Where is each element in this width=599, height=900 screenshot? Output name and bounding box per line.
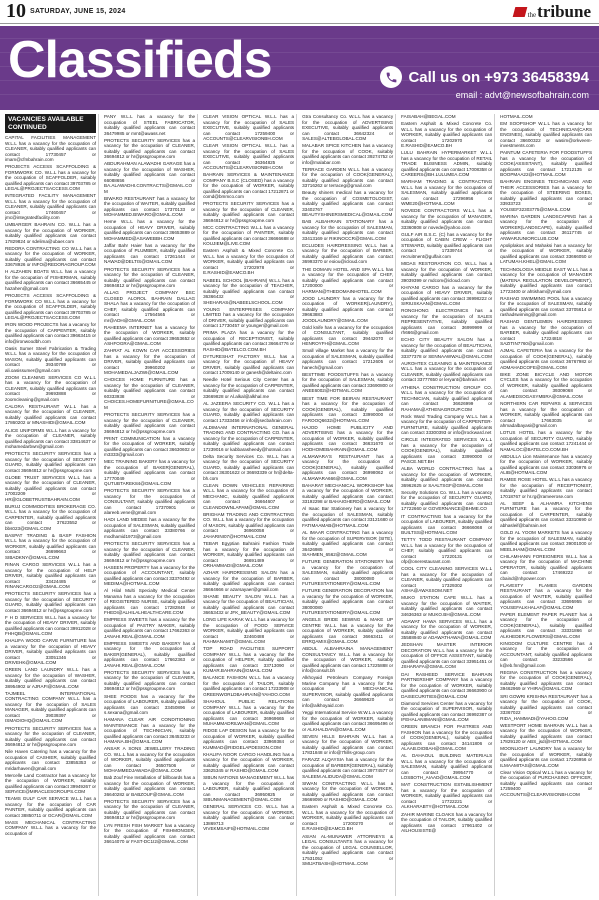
classified-ad: HASEEN PROPERTY has a vacancy for the occupation of ACCOUNTANT, suitably qualified applicants can contact 33370492 or MEDIMA@HOTMAIL.COM bbox=[104, 564, 196, 587]
classified-ad: GREEN LAND LAUNDRY W.L.L has a vacancy for the occupation of WASHER, suitably qualified applicants can contact 38954902 or AJRAFI@GMAIL.COM bbox=[5, 667, 97, 689]
classified-ad: DYTURESHAT FACTORY W.L.L has a vacancy for the occupation of HEAVY DRIVER, suitably qualified applicants can contact 17009140 or ganesh@deltainc.com bbox=[203, 353, 295, 376]
issue-date: SATURDAY, JUNE 15, 2024 bbox=[30, 8, 126, 15]
classified-ad: EMPRESS SWEETS AND BAKERY has a vacancy for the occupation of BAKER(GENERAL), suitably qualified applicants can contact 17662363 or JANAHI.REAL@GMAIL.COM bbox=[104, 640, 196, 668]
classified-ad: KHIYANI CARGO has a vacancy for the occupation of HEAVY DRIVER, suitably qualified applicants can contact 36998222 or SIRIUSKAAN@GMAIL.COM bbox=[401, 284, 493, 307]
classified-ad: Gtra Consultancy Co. W.L.L has a vacancy for the occupation of ADVERTISING EXECUTIVE, suitably qualified applicants can contact 36642324 or SALES@ALTEBGLOBAL.COM bbox=[302, 114, 394, 141]
column-3 bbox=[203, 114, 297, 896]
classified-ad: BAHRAIN SERVICES & MAINTENANCE COMPANY B.S.C (CLOSED) has a vacancy for the occupation of WORKER, suitably qualified applicants can contact 17212871 or comd@bmmco.com bbox=[203, 172, 295, 200]
classified-ad: GREEN BRANCH FOR PASTRIES AND FASHION has a vacancy for the occupation of COOK(GENERAL), suitably qualified applicants can contact 34141806 or ALAAB.DIOBAH@GMAIL.COM bbox=[401, 724, 493, 752]
classified-ad: CHOICES HOME FURNITURE has a vacancy for the occupation of CLEANER, suitably qualified applicants can contact 60333938 or CHOICES.HOMEFURNITURE@GMAIL.COM bbox=[104, 377, 196, 410]
classified-ad: SRI GOWRI KRISHNA RESTAURANT has a vacancy for the occupation of COOK, suitably qualified applicants can contact 33367022 or RIDA_HAMMADI@YAHOO.COM bbox=[500, 693, 593, 721]
classified-ad: ALDIMAAM INTERNATIONAL GENERAL TRADING AND CONTRACTING CO. has a vacancy for the occupation of CARPENTER, suitably qualified applicants can contact 17239016 or kabbarasheedy@hotmail.com bbox=[203, 424, 295, 452]
classified-ad: PAINTUM CAFETERIA FOR FOODSTUFFS has a vacancy for the occupation of COOK(ASSISTANT), suitably qualified applicants can contact 17212135 or BOOPMAA22@HOTMAIL.COM bbox=[500, 150, 593, 178]
classified-ad: SIWAN CONTRACTING W.L.L has a vacancy for the occupation of WORKER, suitably qualified applicants can contact 36669090 or RASHID@GMAIL.COM bbox=[302, 780, 394, 803]
classified-ad: FUTURE GENERATION STATIONERY has a vacancy for the occupation of SALESMAN, suitably qualified applicants can contact 38000080 or FUTURESTATIONERY@GMAIL.COM bbox=[302, 559, 394, 587]
classified-ad: MARINA GARDEN LANDSCAPING has a vacancy for the occupation of WORKER(LANDSCAPE), suitably qualified applicants can contact 36117745 or ANWARJUNIORCLUB.COM bbox=[500, 213, 593, 241]
classified-ad: REDORA CONTRACTING CO W.L.L has a vacancy for the occupation of WORKER, suitably qualified applicants can contact 33678926 or INFO@REDORAGROUP.COM bbox=[5, 245, 97, 268]
classified-ad: AL IMAAR CONTRACTING has a vacancy for the occupation of SUPERVISOR (SITE), suitably qualified applicants can contact 36426985 or SIAHMEN_6562@GMAIL.COM bbox=[302, 530, 394, 557]
classified-ad: GLOBE TRUST SERVICES W.L.L has a vacancy for the occupation of CLEANER, suitably qualified applicants can contact 17002209 or HR@GLOBETRUSTBAHRAIN.COM bbox=[5, 474, 97, 502]
classified-ad: BRIGHAM TRADING AND CONTRACTING CO. W.L.L has a vacancy for the occupation of MASON, suitably qualified applicants can contact 36960058 or JAHARINI07@HOTMAIL.COM bbox=[203, 511, 295, 539]
classified-ad: BESTTIME FOODSTUFFS has a vacancy for the occupation of SALESMAN, suitably qualified applicants can contact 33690800 or ANEE6002@HOTMAIL.COM bbox=[302, 371, 394, 394]
classified-ad: GENERAL SERVICES CO. W.L.L has a vacancy for the occupation of WORKER, suitably qualified applicants can contact 13869713 or VIVEKMSAIFI@HOTMAIL.COM bbox=[203, 804, 295, 832]
classified-ad: ANSAR A SONS JEWELLERY TRADING CO. W.L.L has a vacancy for the occupation of WORKER, suitably qualified applicants can contact 36507506 or MOHAMMEDJAWADA@GMAIL.COM bbox=[104, 746, 196, 774]
classified-ad: ALMAWARA'S RESTAURANT has a vacancy for the occupation of COOK(GENERAL), suitably qualified applicants can contact 36998062 or ALMAWARA666@GMAIL.COM bbox=[302, 453, 394, 481]
classified-ad: RONGHONG ELECTRONICS has a vacancy for the occupation of SALES REPRESENTATIVE, suitably qualified applicants can contact 36999999 or rh666@gmail.com bbox=[401, 308, 493, 336]
page-number: 10 bbox=[6, 0, 26, 22]
classified-ad: NOVEDE CONTRACTORS W.L.L has a vacancy for the occupation of MANAGER, suitably qualified applicants can contact 33360808 or novede@yahoo.com bbox=[401, 208, 493, 230]
classified-ad: CAPITAL FACILITIES MANAGEMENT W.L.L has a vacancy for the occupation of CLEANER, suitably qualified applicants can contact 17730457 or imam@cfmbahrain.com bbox=[5, 135, 97, 162]
classified-ad: Diamond Services Center has a vacancy for the occupation of SUPERVISOR, suitably qualified applicants can contact 36992387 or IFEHALANIIMANI@GMAIL.COM bbox=[401, 700, 493, 723]
classified-ad: HADI LAND MEDEE has a vacancy for the occupation of SALESMAN, suitably qualified applicants can contact 33380766 or modhamid1973@gmail.com bbox=[104, 517, 196, 539]
classified-ad: PROTECTS SECURITY SERVICES has a vacancy for the occupation of CLEANER, suitably qualified applicants can contact 36694812 or hr@pssgroupme.com bbox=[104, 669, 196, 692]
classified-ad: BAHARAT MECHANICAL WORKSHOP has a vacancy for the occupation of WORKER, suitably qualified applicants can contact 33192298 or BAHAIGHERD@GMAIL.COM bbox=[302, 482, 394, 505]
classified-ad: Security Solutions Co. W.L.L has a vacancy for the occupation of SECURITY GUARD, suitably qualified applicants can contact 17722660 or GOVERNANCE@BHME.CO bbox=[401, 489, 493, 512]
classified-ad: ECLUDES HAIRDRESSING W.L.L has a vacancy for the occupation of BARBER, suitably qualified applicants can contact 36993370 or eoiou@icloud.com bbox=[302, 242, 394, 265]
classified-ad: NORTHERN CAR REPAIRS & SERVICES has a vacancy for the occupation of WORKER, suitably qualified applicants can contact 17663035 or ahmadalbayasi@gmail.com bbox=[500, 401, 593, 429]
column-5 bbox=[401, 114, 495, 896]
classified-ad: F H D SERVICES W.L.L has a vacancy for the occupation of HEAVY DRIVER, suitably qualified applicants can contact 39912028 or FHHQB@GMAIL.COM bbox=[5, 614, 97, 637]
classified-ad: SIBUN NATIONS MANAGEMENT W.L.L has a vacancy for the occupation of LABOURER, suitably qualified applicants can contact 36950825 or SIBUNMANAGEMENT@GMAIL.COM bbox=[203, 775, 295, 803]
advert-email: email : advt@newsofbahrain.com bbox=[455, 90, 589, 100]
classified-ad: FARAZZ ALQAYSIA has a vacancy for the occupation of BARBER(GENERAL), suitably qualified applicants can contact 39774577 or SALEEM.ALIDUDA@GMAIL.COM bbox=[302, 757, 394, 779]
classified-ad: RIDGE LAP DESIGN has a vacancy for the occupation of WORKER, suitably qualified applicants can contact 33969384 or KUMMAD@RIDGELAPDESIGN.COM bbox=[203, 728, 295, 750]
classified-ad: ECHO CITY BEAUTY SALON has a vacancy for the occupation of BEAUTICIAN, suitably qualified applicants can contact 33377378 or SENNAAWWAL@GMAIL.COM bbox=[401, 337, 493, 359]
classified-ad: RINAN CARGO SERVICES W.L.L has a vacancy for the occupation of HELP DRIVER, suitably qualified applicants can contact 33424485 or RINANCARGO2@GMAIL.COM bbox=[5, 562, 97, 589]
classified-ad: TECHNOLOGIA MEIDLE EAST W.L.L has a vacancy for the occupation of MANAGER (MATENA REGULATION DEVELOPMENT), suitably qualified applicants can contact 17723400 or ahtisham@ymail.com bbox=[500, 266, 593, 294]
column-6 bbox=[500, 114, 594, 896]
classified-ad: MASS MECHANICAL CONTRACTING COMPANY W.L.L has a vacancy for the occupation of bbox=[5, 819, 97, 836]
classified-ad: RASHAD GENTLEMEN HAIRDRESSING has a vacancy for the occupation of BARBER, suitably qualified applicants can contact 17224818 or SAZITIN7760@gmail.com bbox=[500, 319, 593, 347]
classified-ad: REGINA CONSTRUCTION has a vacancy for the occupation of COOK(GENERAL), suitably qualified applicants can contact 39462969 or YHIRA@GMAIL.COM bbox=[500, 669, 593, 692]
classified-ad: FUTURE GENERATION DECORATION has a vacancy for the occupation of WORKER, suitably qualified applicants can contact 38000080 or FUTURESTATIONERY@GMAIL.COM bbox=[302, 588, 394, 616]
classified-ad: LOTUS HOTEL has a vacancy for the occupation of SECURITY GUARD, suitably qualified applicants can contact 17241444 or NAMALOC@BATELCO.COM.BH bbox=[500, 430, 593, 452]
classified-ad: PANY W.L.L has a vacancy for the occupation of STEEL FABRICATOR, suitably qualified applicants can contact 36479985 or mmt@awass.net bbox=[104, 114, 196, 136]
classified-ad: PROTECTS SECURITY SERVICES has a vacancy for the occupation of CLEANER, suitably qualified applicants can contact 36694812 or hr@pssgroupme.com bbox=[104, 541, 196, 563]
classified-ad: TEBAR Egyptian Bahraini Fashion Trade has a vacancy for the occupation of WORKER, suitably qualified applicants can contact 36691489 or ORHAMMADI@GMAIL.COM bbox=[203, 541, 295, 568]
masthead-brand: tribune bbox=[537, 2, 591, 21]
classified-ad: ALICE UNIFORMS W.L.L has a vacancy for the occupation of CLEANER, suitably qualified applicants can contact 33814637 or mohamedarbwn@gmail.com bbox=[5, 427, 97, 450]
classified-ad: ZOOM CLEANING SERVICES CO W.L.L has a vacancy for the occupation of CLEANER, suitably qualified applicants can contact 39693888 or zoomcleaning@gmail.com bbox=[5, 374, 97, 402]
classified-ad: TAJMEEL INTERNATIONAL CONTRACTING COMPANY W.L.L has a vacancy for the occupation of SALES MANAGER, suitably qualified applicants can contact 39039397 or ISMADIOHQ@GMAIL.COM bbox=[5, 690, 97, 724]
classified-ad: PROTECTS SECURITY SERVICES has a vacancy for the occupation of SECURITY GUARD, suitably qualified applicants can contact 36694812 or hr@pssgroupme.com bbox=[5, 591, 97, 613]
classified-ad: H ALZAHEN BOATS W.L.L has a vacancy for the occupation of FISHERMAN, suitably qualified applicants can contact 36665445 or hazahen@gmail.com bbox=[5, 269, 97, 291]
classified-ad: EM SOOPSHOP W.L.L has a vacancy for the occupation of TECHNICIAN(CARS ENGINES), suitably qualified applicants can contact 36600322 or wasim@orkveem-investments.com bbox=[500, 121, 593, 149]
classified-ad: MIDAS RESTORATION CO. W.L.L has a vacancy for the occupation of WORKER, suitably qualified applicants can contact 39039399 or mdcom@icloud.com bbox=[401, 261, 493, 283]
classified-ad: Eastern Asphalt & Mixed Concrete Co. W.L.L has a vacancy for the occupation of WORKER, suitably qualified applicants can contact 17200270 or E.RASHID@EAMCO.BH bbox=[302, 804, 394, 832]
classified-ad: AL SEEF & ALHAMRA KITCHENS FURNITURE has a vacancy for the occupation of CARPENTER, suitably qualified applicants can contact 33310690 or abhasleif@bahrain.net bbox=[500, 500, 593, 528]
classified-ad: BAB ALBAHRAIN STATIONARY has a vacancy for the occupation of SALESMAN, suitably qualified applicants can contact 33413169 or RIKINOCCR@GMAIL.COM bbox=[302, 219, 394, 241]
masthead-badge-icon bbox=[512, 7, 527, 17]
classified-ad: SEVEN HILLS BAHRAIN W.L.L has a vacancy for the occupation of WORKER, suitably qualified applicants can contact 17831848 or info@7hills-group.com bbox=[302, 733, 394, 756]
column-1 bbox=[5, 114, 99, 896]
classified-ad: IRON WOOD PROJECTS has a vacancy for the occupation of CARPENTER, suitably qualified applicants can contact 39663415 or info@ironwoodbh.com bbox=[5, 322, 97, 344]
classified-ad: Jaffar Bahr Haier has a vacancy for the occupation of PLUMBER, suitably qualified applicants can contact 17261444 or NAWAD@DELTIS@GMAIL.COM bbox=[104, 242, 196, 265]
column-4 bbox=[302, 114, 396, 896]
classified-ad: MARHAM TRADING & CONTRACTING W.L.L has a vacancy for the occupation of SALESMAN, suitably qualified applicants can contact 17296956 or WME20@HOTMAIL.COM bbox=[401, 179, 493, 207]
classified-ad: PROTECTS SECURITY SERVICES has a vacancy for the occupation of CLEANER, suitably qualified applicants can contact 36694812 or hr@pssgroupme.com bbox=[104, 798, 196, 821]
classified-ad: LYN FRESH FISH MARKET has a vacancy for the occupation of FISHMONGER, suitably qualified applicants can contact 36614070 or FAST-DC1I2@GMAIL.COM bbox=[104, 822, 196, 845]
classified-ad: PAPER ELEMENT PAPER PLANET has a vacancy for the occupation of COOK(GENERAL), suitably qualified applicants can contact 33331866 or ALKHEDER.FLOWERS@GMAIL.COM bbox=[500, 611, 593, 639]
classified-ad: PROTECTS SECURITY SERVICES has a vacancy for the occupation of CLEANER, suitably qualified applicants can contact 36694812 or hr@pssgroupme.com bbox=[104, 137, 196, 160]
classified-ad: Clear Vision Optical W.L.L has a vacancy for the occupation of PURCHASING OFFICER, suitably qualified applicants can contact 17259400 or ACCOUNTS@CLEARVISIONBH.COM bbox=[500, 769, 593, 797]
classified-ad: PROTECTS SECURITY SERVICES has a vacancy for the occupation of CLEANER, suitably qualified applicants can contact 36694812 or hr@pssgroupme.com bbox=[203, 201, 295, 223]
classified-ad: LONG LIFE KARAK W.L.L has a vacancy for the occupation of FOOD SERVICE WORKER, suitably qualified applicants can contact 32460488 or RAHMANAMIT@GMAIL.COM bbox=[203, 617, 295, 645]
classified-ad: BASPAT TRADING & BASP FASHION W.L.L has a vacancy for the occupation of WORKER, suitably qualified applicants can contact 36699663 or SIBADKNY@GMAIL.COM bbox=[5, 532, 97, 560]
column-2 bbox=[104, 114, 198, 896]
classified-ad: TOP ROAD FACILITIES SUPPORT COMPANY W.L.L has a vacancy for the occupation of HELPER, suitably qualified applicants can contact 33713090 or KUMAR.BAHRAIN@GMAIL.COM bbox=[203, 646, 295, 674]
classifieds-banner bbox=[0, 26, 599, 110]
classified-ad: LULU BAHRAIN HYPERMARKET W.L.L has a vacancy for the occupation of RETAIL TRADE BUSINESS ADMIN, suitably qualified applicants can contact 17008358 or CAREERS@BH.LULUMEA.COM bbox=[401, 150, 493, 178]
classified-ad: PROTECTS SECURITY SERVICES has a vacancy for the occupation of CONSULTANT, suitably qualified applicants can contact 17370901 or alareeb.vene@gmail.com bbox=[104, 488, 196, 516]
classified-ad: RAHEEMA INTERNET has a vacancy for the occupation of WORKER, suitably qualified applicants can contact 39653652 or ASHFOGRA@GMAIL.COM bbox=[104, 324, 196, 347]
classified-ad: ALBA WORLD CONTRACTING has a vacancy for the occupation of WORKER, suitably qualified applicants can contact 36962625 or SAALTSGF@GMAIL.COM bbox=[401, 466, 493, 488]
classified-ad: CIRCLE INTEGRATED SERVICES W.L.L has a vacancy for the occupation of COOK(GENERAL), suitably qualified applicants can contact 33990000 or PASCE.NET.BH bbox=[401, 437, 493, 465]
classified-ad: RAMEE ROSE HOTEL W.L.L has a vacancy for the occupation of RECEPTIONIST, suitably qualified applicants can contact 17018767 or hr.rg@rameerose.com bbox=[500, 477, 593, 499]
classified-ad: CLEAN DOWN VEHICLES REPAIRING W.L.L has a vacancy for the occupation of MECHANIC, suitably qualified applicants can contact 36664607 or CLEANDOWNLAPAM@GMAIL.COM bbox=[203, 482, 295, 510]
classified-ad: AZHAR HAIRDRESSING SALON has a vacancy for the occupation of BARBER, suitably qualified applicants can contact 36664666 or azarsayaer@gmail.com bbox=[203, 570, 295, 592]
phone-icon bbox=[380, 66, 402, 88]
classified-ad: UMBARGER BAHRAIN CO. W.L.L has a vacancy for the occupation of WORKER, suitably qualified applicants can contact 17829824 or sdelima@ubaer.com bbox=[5, 222, 97, 244]
classified-ad: Bab Zouf Fine Installation of billboards has a vacancy for the occupation of WORKER, suitably qualified applicants can contact 36640282 or BABZOUF@GMAIL.COM bbox=[104, 775, 196, 797]
classified-ad: Small village Market has a vacancy for the occupation of SALESMAN, suitably qualified applicants can contact 17212605 or hanech@gmail.com bbox=[302, 348, 394, 370]
classified-ad: PROTECTS SECURITY SERVICES has a vacancy for the occupation of CLEANER, suitably qualified applicants can contact 36694812 or hr@pssgroupme.com bbox=[5, 725, 97, 748]
classified-ad: Alkhoyaid Petroleum Company Foreign Marine Company has a vacancy for the occupation of MECHANICAL SUPERVISOR, suitably qualified applicants can contact 36669620 or info@alkhoyaid.com bbox=[302, 675, 394, 708]
call-us-block bbox=[380, 66, 589, 88]
classified-ad: FLAVESTY FLAMES GARDEN RESTAURANT has a vacancy for the occupation of WAITER, suitably qualified applicants can contact 33695955 or YOUSEFALKHALAF@GMAIL.COM bbox=[500, 582, 593, 610]
classified-ad: BIKE ZONE BICYCLE AND MOTOR CYCLES has a vacancy for the occupation of WORKER, suitably qualified applicants can contact 39309068 or ALAMEDSOGASYMBRA@GMAIL.COM bbox=[500, 371, 593, 399]
classified-ad: Eastern Asphalt & Mixed Concrete Co. W.L.L has a vacancy for the occupation of WORKER, suitably qualified applicants can contact 17202970 or E.RASHID@EAMCO.BH bbox=[401, 121, 493, 149]
classified-ad: Beauty shiners medical has a vacancy for the occupation of COSMETOLOGIST, suitably qualified applicants can contact 33402767 or BEAUTYSHINERSMEDICAL@GMAIL.COM bbox=[302, 190, 394, 218]
classified-ad: FAISABAH@BEGAL.COM bbox=[401, 114, 456, 119]
classified-ad: Mercelle Land Contractor has a vacancy for the occupation of WORKER, suitably qualified applicants can contact 39949267 or SERVICE@MIRACLESGROUPS.COM bbox=[5, 772, 97, 795]
classified-ad: BIWARO RESTAURANT has a vacancy for the occupation of WAITER, suitably qualified applicants can contact 17370133 or MOHAMMED.BIWARO@GMAIL.COM bbox=[104, 195, 196, 218]
call-number: Call us on +973 36458394 bbox=[408, 68, 589, 86]
classified-ad: KHALIFA WOOD CARVE FURNITURE has a vacancy for the occupation of HEAVY DRIVER, suitably qualified applicants can contact 33051346 or DRIVEHK@GMAIL.COM bbox=[5, 638, 97, 666]
classified-ad: PROTECTS SECURITY SERVICES has a vacancy for the occupation of CLEANER, suitably qualified applicants can contact 36694812 or hr@pssgroupme.com bbox=[104, 266, 196, 289]
classified-ad: Oasis Sumer Steel Fabrication & Trading W.L.L has a vacancy for the occupation of MASON, suitably qualified applicants can contact 39340789 or ali.oasissumer@gmail.com bbox=[5, 345, 97, 373]
masthead-prefix: the bbox=[527, 11, 537, 19]
classified-ad: AL DAHAOUL BUILDING MATERIALS W.L.L has a vacancy for the occupation of SALESMAN, suitably qualified applicants can contact 39954770 or LOSBOTH_AIAAD@GMAIL.COM bbox=[401, 753, 493, 781]
classified-ad: IT CONTRACTING has a vacancy for the occupation of LABOURER, suitably qualified applicants can contact 36666068 or BUILTSS@HOTMAIL.COM bbox=[401, 513, 493, 535]
classified-ad: CHILAMHANN FOREIGNERS W.L.L has a vacancy for the occupation of MACHINE OPERATOR, suitably qualified applicants can contact 17469222 or cbaind@nhpower.com bbox=[500, 553, 593, 581]
classified-ad: Gold knife has a vacancy for the occupation of CONSULTANT, suitably qualified applicants can contact 39442070 or HENROYFH@GMAIL.COM bbox=[302, 324, 394, 347]
classified-ad: Delta Security Services Co. W.L.L has a vacancy for the occupation of SECURITY GUARD, suitably qualified applicants can contact 36301622 or 36693339 or hr@delta-bh.com bbox=[203, 453, 295, 481]
classified-ad: AL JAZEERA SECURITY CO. W.L.L has a vacancy for the occupation of SECURITY GUARD, suitably qualified applicants can contact 17333456 or info@jsecbahrain.com bbox=[203, 401, 295, 423]
classified-ad: INTEGRATED FACILITY MANAGEMENT W.L.L has a vacancy for the occupation of CLEANER, suitably qualified applicants can contact 17460457 or jmc@integratedfacility.com bbox=[5, 193, 97, 221]
classified-ad: Rock Ward Trading Company W.L.L has a vacancy for the occupation of CARPENTER-FURNITURE, suitably qualified applicants can contact 33300393 or info@rockward.net bbox=[401, 413, 493, 436]
masthead-logo bbox=[514, 2, 591, 22]
classified-ad: Nile Haven Catering has a vacancy for the occupation of CASHIER, suitably qualified applicants can contact 33855353 or mridarhaven@gmail.com bbox=[5, 749, 97, 771]
classified-ad: KHALIFA NOOR CARGO HANDLING has a vacancy for the occupation of WORKER, suitably qualified applicants can contact 33625345 or RASHID@GMAIL.COM bbox=[203, 751, 295, 774]
classified-ad: DAI RASHEED SERVICE BAHRAIN PARTNERSHIP COMPANY has a vacancy for the occupation of WORKER, suitably qualified applicants can contact 36663900 or DAISECURITIES@GMAIL.COM bbox=[401, 671, 493, 699]
classified-ad: HAMANA CLEAR AIR CONDITIONING MAINTENANCE has a vacancy for the occupation of TECHNICIAN, suitably qualified applicants can contact 36453233 or HAMANA.BH@GMAIL.COM bbox=[104, 717, 196, 745]
classified-ad: THE DOMAIN HOTEL AND SPA W.L.L has a vacancy for the occupation of CHEF, suitably qualified applicants can contact 17200000 or HARMAN@THEDOMAINHOTEL.COM bbox=[302, 266, 394, 294]
classified-ad: RASHAD SWIMMING POOL has a vacancy for the occupation of SALESMAN, suitably qualified applicants can contact 33705614 or rashadswiming@gmail.com bbox=[500, 295, 593, 318]
classified-ad: MALABAR SPICE KITCHEN has a vacancy for the occupation of COOK, suitably qualified applicants can contact 39274752 or info@malabar.com bbox=[302, 143, 394, 165]
classified-ad: AUROHTEX CLEANING & MAINTENANCE W.L.L has a vacancy for the occupation of CLEANER, suitably qualified applicants can contact 33777650 or leryant@bahrain.net bbox=[401, 360, 493, 383]
classified-ad: TETTY TODD RESTAURANT COMPANY W.L.L has a vacancy for the occupation of CHEF, suitably qualified applicants can contact 17220131 or ofp@onerestaurant.com bbox=[401, 537, 493, 565]
classified-ad: SHAHOUL PUBLIC RELATIONS COMPANY W.L.L has a vacancy for the occupation of LABOURER, suitably qualified applicants can contact 36969665 or MUHAMMADRILWAN@GMAIL.COM bbox=[203, 699, 295, 727]
classified-ad: PRINT COMMUNICATION has a vacancy for the occupation of WORKER, suitably qualified applicants can contact 36630602 or m3333@gmail.com bbox=[104, 435, 196, 458]
classified-ad: BAHRAIN ENGINES TECHNICIANS AND THEIR ACCESSORIES has a vacancy for the occupation of STEERING BOXES, suitably qualified applicants can contact 33933723 or YOUSEF32303775@GMAIL.COM bbox=[500, 179, 593, 212]
classified-ad: AJMAL CAFETERIA has a vacancy for the occupation of COOK(GENERAL), suitably qualified applicants can contact 36767982 or ADMAHADCOFE@GMAIL.COM bbox=[500, 348, 593, 370]
classified-ad: WESTPORT HOME BAHRAIN W.L.L has a vacancy for the occupation of WORKER, suitably qualified applicants can contact 17829120 or ABS_jsd@HOTMAIL.COM bbox=[500, 722, 593, 745]
classified-ad: PROJECTS ACCESS SCAFFOLDING & FORMWORK CO W.L.L has a vacancy for the occupation of SCAFFOLDER, suitably qualified applicants can contact 39703785 or LEGAL@PROJECTSACCESS.COM bbox=[5, 293, 97, 321]
classified-ad: ABDUL ALBAHRAINA MANAGEMENT CONSULTANCY W.L.L has a vacancy for the occupation of WORKER, suitably qualified applicants can contact 17225888 or info@consult.bh bbox=[302, 646, 394, 674]
classified-ad: BURUJ COMMODITIES BROKERAGE CO. W.L.L has a vacancy for the occupation of CARPENTER, suitably qualified applicants can contact 37623552 or bbs023@GMAIL.COM bbox=[5, 503, 97, 531]
classified-ad: COOL CITY CLEANING SERVICES W.L.L has a vacancy for the occupation of CLEANER, suitably qualified applicants can contact 17329302 or ASHA@AWASSOM.NET bbox=[401, 566, 493, 594]
classified-ad: ALLAG PROJECT COMPANY BSC CLOSED ALOROL BAHRAIN DALLAG SHALA has a vacancy for the occupation of CHEF, suitably qualified applicants can contact 17564565 or mr@ADH@GMAIL.COM bbox=[104, 290, 196, 323]
classified-ad: Eastern Asphalt & Mixed Concrete Co. W.L.L has a vacancy for the occupation of WORKER, suitably qualified applicants can contact 17202978 or E.RASHID@EAMCO.BH bbox=[203, 248, 295, 276]
classified-ad: PROJECTS ACCESS SCAFFOLDING & FORMWORK CO. W.L.L has a vacancy for the occupation of SCAFFOLDER, suitably qualified applicants can contact 39703785 or LEGAL@PROJECTSACCESS.COM bbox=[5, 164, 97, 192]
classified-ad: JOOD LAUNDRY has a vacancy for the occupation of WORKER(LAUNDRY), suitably qualified applicants can contact 39663883 or JOODLAUNDRY@GMAIL.COM bbox=[302, 295, 394, 323]
classified-ad: ZAHRAT AL KOWN CAR ACCESSORIES has a vacancy for the occupation of DRIVER, suitably qualified applicants can contact 39960202 or MOHAMEDALJAZWI@GMAIL.COM bbox=[104, 348, 196, 376]
classified-ad: HAJOD HOME PUBLICITY AND ADVERTISING has a vacancy for the occupation of WORKER, suitably qualified applicants can contact 36631670 or HODHOMEBAHRAIN@GMAIL.COM bbox=[302, 424, 394, 452]
classified-ad: MEC TRAINING BAKERY has a vacancy for the occupation of BAKER(GENERAL), suitably qualified applicants can contact 17770049 or QUTUBTAREK84@GMAIL.COM bbox=[104, 459, 196, 487]
classified-ad: SHEE FOODS has a vacancy for the occupation of LABOURER, suitably qualified applicants can contact 33450896 or s.sexana@gmail.com bbox=[104, 693, 196, 716]
classified-ad: BEST TIME FOR BEIRAN RESTAURANT has a vacancy for the occupation of COOK(GENERAL), suitably qualified applicants can contact 33990000 or FAROOQ6632@HOTMAIL.COM bbox=[302, 395, 394, 423]
classified-ad: MUKO STATION CAFE W.L.L has a vacancy for the occupation of WAITER, suitably qualified applicants can contact 34636363 or MUKO.BH@GMAIL.COM bbox=[401, 595, 493, 617]
classified-ad: SHANE BEAUTY SALON W.L.L has a vacancy for the occupation of BEAUTICIAN, suitably qualified applicants can contact 36653432 or JFK_BEAUTY@GMAIL.COM bbox=[203, 593, 295, 616]
classified-ad: CLEAR VISION OPTICAL W.L.L has a vacancy for the occupation of SALES EXECUTIVE, suitably qualified applicants can contact 36364825 or ACCOUNTS@CLEARVISIONBH.COM bbox=[203, 143, 295, 171]
classified-columns bbox=[5, 114, 594, 896]
classified-ad: EMPRESS SWEETS has a vacancy for the occupation of PASTRY MAKER, suitably qualified applicants can contact 17662363 or JANAHI.REAL@GMAIL.COM bbox=[104, 617, 196, 639]
classified-ad: HOTMAIL.COM bbox=[500, 114, 533, 119]
classified-ad: PRIMA PLAZA has a vacancy for the occupation of RECEPTIONIST, suitably qualified applicants can contact 36664776 or RASHID@BATELCO.COM.BH bbox=[203, 330, 295, 352]
classified-ad: PROTECTS SECURITY SERVICES has a vacancy for the occupation of SECURITY GUARD, suitably qualified applicants can contact 36694812 or hr@pssgroupme.com bbox=[5, 451, 97, 473]
classified-ad: ABDURAHMAN ALAWADHI GARAGE has a vacancy for the occupation of WASHER, suitably qualified applicants can contact 66088656 or BA.ALAWADHI.CONTRACTS@GMAIL.COM bbox=[104, 161, 196, 194]
classified-ad: GULF AIR B.S.C. (C) has a vacancy for the occupation of CABIN CREW - FLIGHT STEWARD, suitably qualified applicants can contact 17339744 or recruitment@gulfair.com bbox=[401, 231, 493, 259]
section-heading: VACANCIES AVAILABLE CONTINUED bbox=[5, 114, 96, 133]
classified-ad: ABDULLA Lion Maintenance has a vacancy for the occupation of WORKER, suitably qualified applicants can contact 33036976 or ALIB@HOTMAIL.COM bbox=[500, 453, 593, 476]
classified-ad: Heme W.L.L has a vacancy for the occupation of HEAVY DRIVER, suitably qualified applicants can contact 36653889 or MOHAMMED@ASAWEBBH.COM bbox=[104, 219, 196, 241]
classified-ad: BALANCE FASHION W.L.L has a vacancy for the occupation of TAILOR, suitably qualified applicants can contact 17233908 or GREENWORLDBAHRAIN@YAHOO.COM bbox=[203, 675, 295, 697]
classified-ad: Al Hilal Multi Specialty Medical Center Manama has a vacancy for the occupation of REGISTERED NURSE, suitably qualified applicants can contact 17282848 or FHEDI@ALHILALHEALTHCARE.COM bbox=[104, 588, 196, 616]
classified-ad: CLEAR VISION OPTICAL W.L.L has a vacancy for the occupation of SALES EXECUTIVE, suitably qualified applicants can contact 17259400 or ACCOUNTS@CLEARVISIONBH.COM bbox=[203, 114, 295, 141]
page-header bbox=[0, 0, 599, 24]
classified-ad: PROTECTS SECURITY SERVICES has a vacancy for the occupation of CLEANER, suitably qualified applicants can contact 36694812 or hr@pssgroupme.com bbox=[104, 412, 196, 434]
classified-ad: Yeggi International Service W.W.L a vacancy for the occupation of WORKER, suitably qualified applicants can contact 36695496 or or ALKHALDAN@GMAIL.COM bbox=[302, 710, 394, 732]
classified-ad: ASIAN AL-MUNAWER ATTORNEYS & LEGAL CONSULTANTS has a vacancy for the occupation of LEGAL COUNSELLOR, suitably qualified applicants can contact 17531052 or SMIJATBASH@HOTMAIL.COM bbox=[302, 833, 394, 867]
classified-ad: MAT CONSTRUCTION ESTABLISHMENT has a vacancy for the occupation of WORKER, suitably qualified applicants can contact 17722221 or ALKHARABTY@HOTMAIL.COM bbox=[401, 782, 493, 810]
classified-ad: ATHENA CONSTRUCTION GROUP CO. W.L.L has a vacancy for the occupation of TECHNICIAN, suitably qualified applicants can contact 36626999 or RAHAMA@ATHENAGROUP.COM bbox=[401, 384, 493, 412]
classified-ad: ZAHIR MARINE CLOAKS has a vacancy for the occupation of TAILOR, suitably qualified applicants can contact 17961402 or AILHOUSISTE@ bbox=[401, 811, 493, 834]
classified-ad: CALORA RESTAURANT W.L.L has a vacancy for the occupation of CLEANER, suitably qualified applicants can contact 17860202 or MNASHIDI@GMAIL.COM bbox=[5, 403, 97, 426]
classified-ad: Apoliplakos and Mahaksi has a vacancy for the occupation of WORKER, suitably qualified applicants can contact 33666050 or LATUMAH.KHEL@GMAIL.COM bbox=[500, 242, 593, 265]
classified-ad: GOLD AL YOOM MARKETS has a vacancy for the occupation of SALESMAN, suitably qualified applicants can contact 39001000 or MEELIHAM@GMAIL.COM bbox=[500, 530, 593, 552]
classified-ad: KINGDOM CULTURE CENTRE has a vacancy for the occupation of ACCOUNTANT, suitably qualified applicants can contact 33233566 or k@eb.fnn@gmail.com bbox=[500, 640, 593, 668]
classified-ad: Al Isaac Bar Stationery has a vacancy for the occupation of SALESMAN, suitably qualified applicants can contact 33121680 or FATIMAAMAB@HOTMAIL.COM bbox=[302, 506, 394, 528]
classified-ad: MOONLIGHT LAUNDRY has a vacancy for the occupation of WORKER, suitably qualified applicants can contact 17226956 or ILMAAMITAS@GMAIL.COM bbox=[500, 746, 593, 768]
banner-title: Classifieds bbox=[8, 31, 272, 89]
classified-ad: ADAWAT HAWA SERVICES W.L.L has a vacancy for the occupation of WORKER, suitably qualified applicants can contact 35588940 or ADAWATHAWA@GMAIL.COM bbox=[401, 618, 493, 641]
classified-ad: ANGELS BRIDE SEWING & MAKE UP CENTRE W.L.L has a vacancy for the occupation of WORKER, suitably qualified applicants can contact 36663411 or ERRQAMIX@GMAIL.COM bbox=[302, 617, 394, 645]
classified-ad: TEAMS GULF CAR SERVICE W.L.L has a vacancy for the occupation of CAR PAINTER, suitably qualified applicants can contact 38850711 or GCAR@GMAIL.COM bbox=[5, 796, 97, 818]
classified-ad: MCC CONTRACTING W.L.L has a vacancy for the occupation of PAINTER, suitably qualified applicants can contact 36666688 or KOUJIEM@LIVE.COM bbox=[203, 224, 295, 247]
classified-ad: Needle Hotel Serious City Center has a vacancy for the occupation of CARPENTER, suitably qualified applicants can contact 33669828 or Al.alkal@alkhal.me bbox=[203, 377, 295, 399]
classified-ad: TERRACE GARDEN W.L.L has a vacancy for the occupation of COOK(GENERAL), suitably qualified applicants can contact 33716262 or terraceg@gmail.com bbox=[302, 166, 394, 189]
classified-ad: NABEEL SCHOOL (BAHRAIN) W.L.L has a vacancy for the occupation of TEACHER, suitably qualified applicants can contact 36366432 or SHEHARAS@NABEELSCHOOL.COM bbox=[203, 277, 295, 305]
classified-ad: JEDSHAN MASTER INTERIOR DECORATION W.L.L has a vacancy for the occupation of OFFICE ASSISTANT, suitably qualified applicants can contact 33951451 or JSHARAFA@GMAIL.COM bbox=[401, 642, 493, 670]
classified-ad: YOUNG ENTERPRISES COMPANY LIMITED has a vacancy for the occupation of DRIVER, suitably qualified applicants can contact 17730457 or younger@gmail.com bbox=[203, 306, 295, 329]
